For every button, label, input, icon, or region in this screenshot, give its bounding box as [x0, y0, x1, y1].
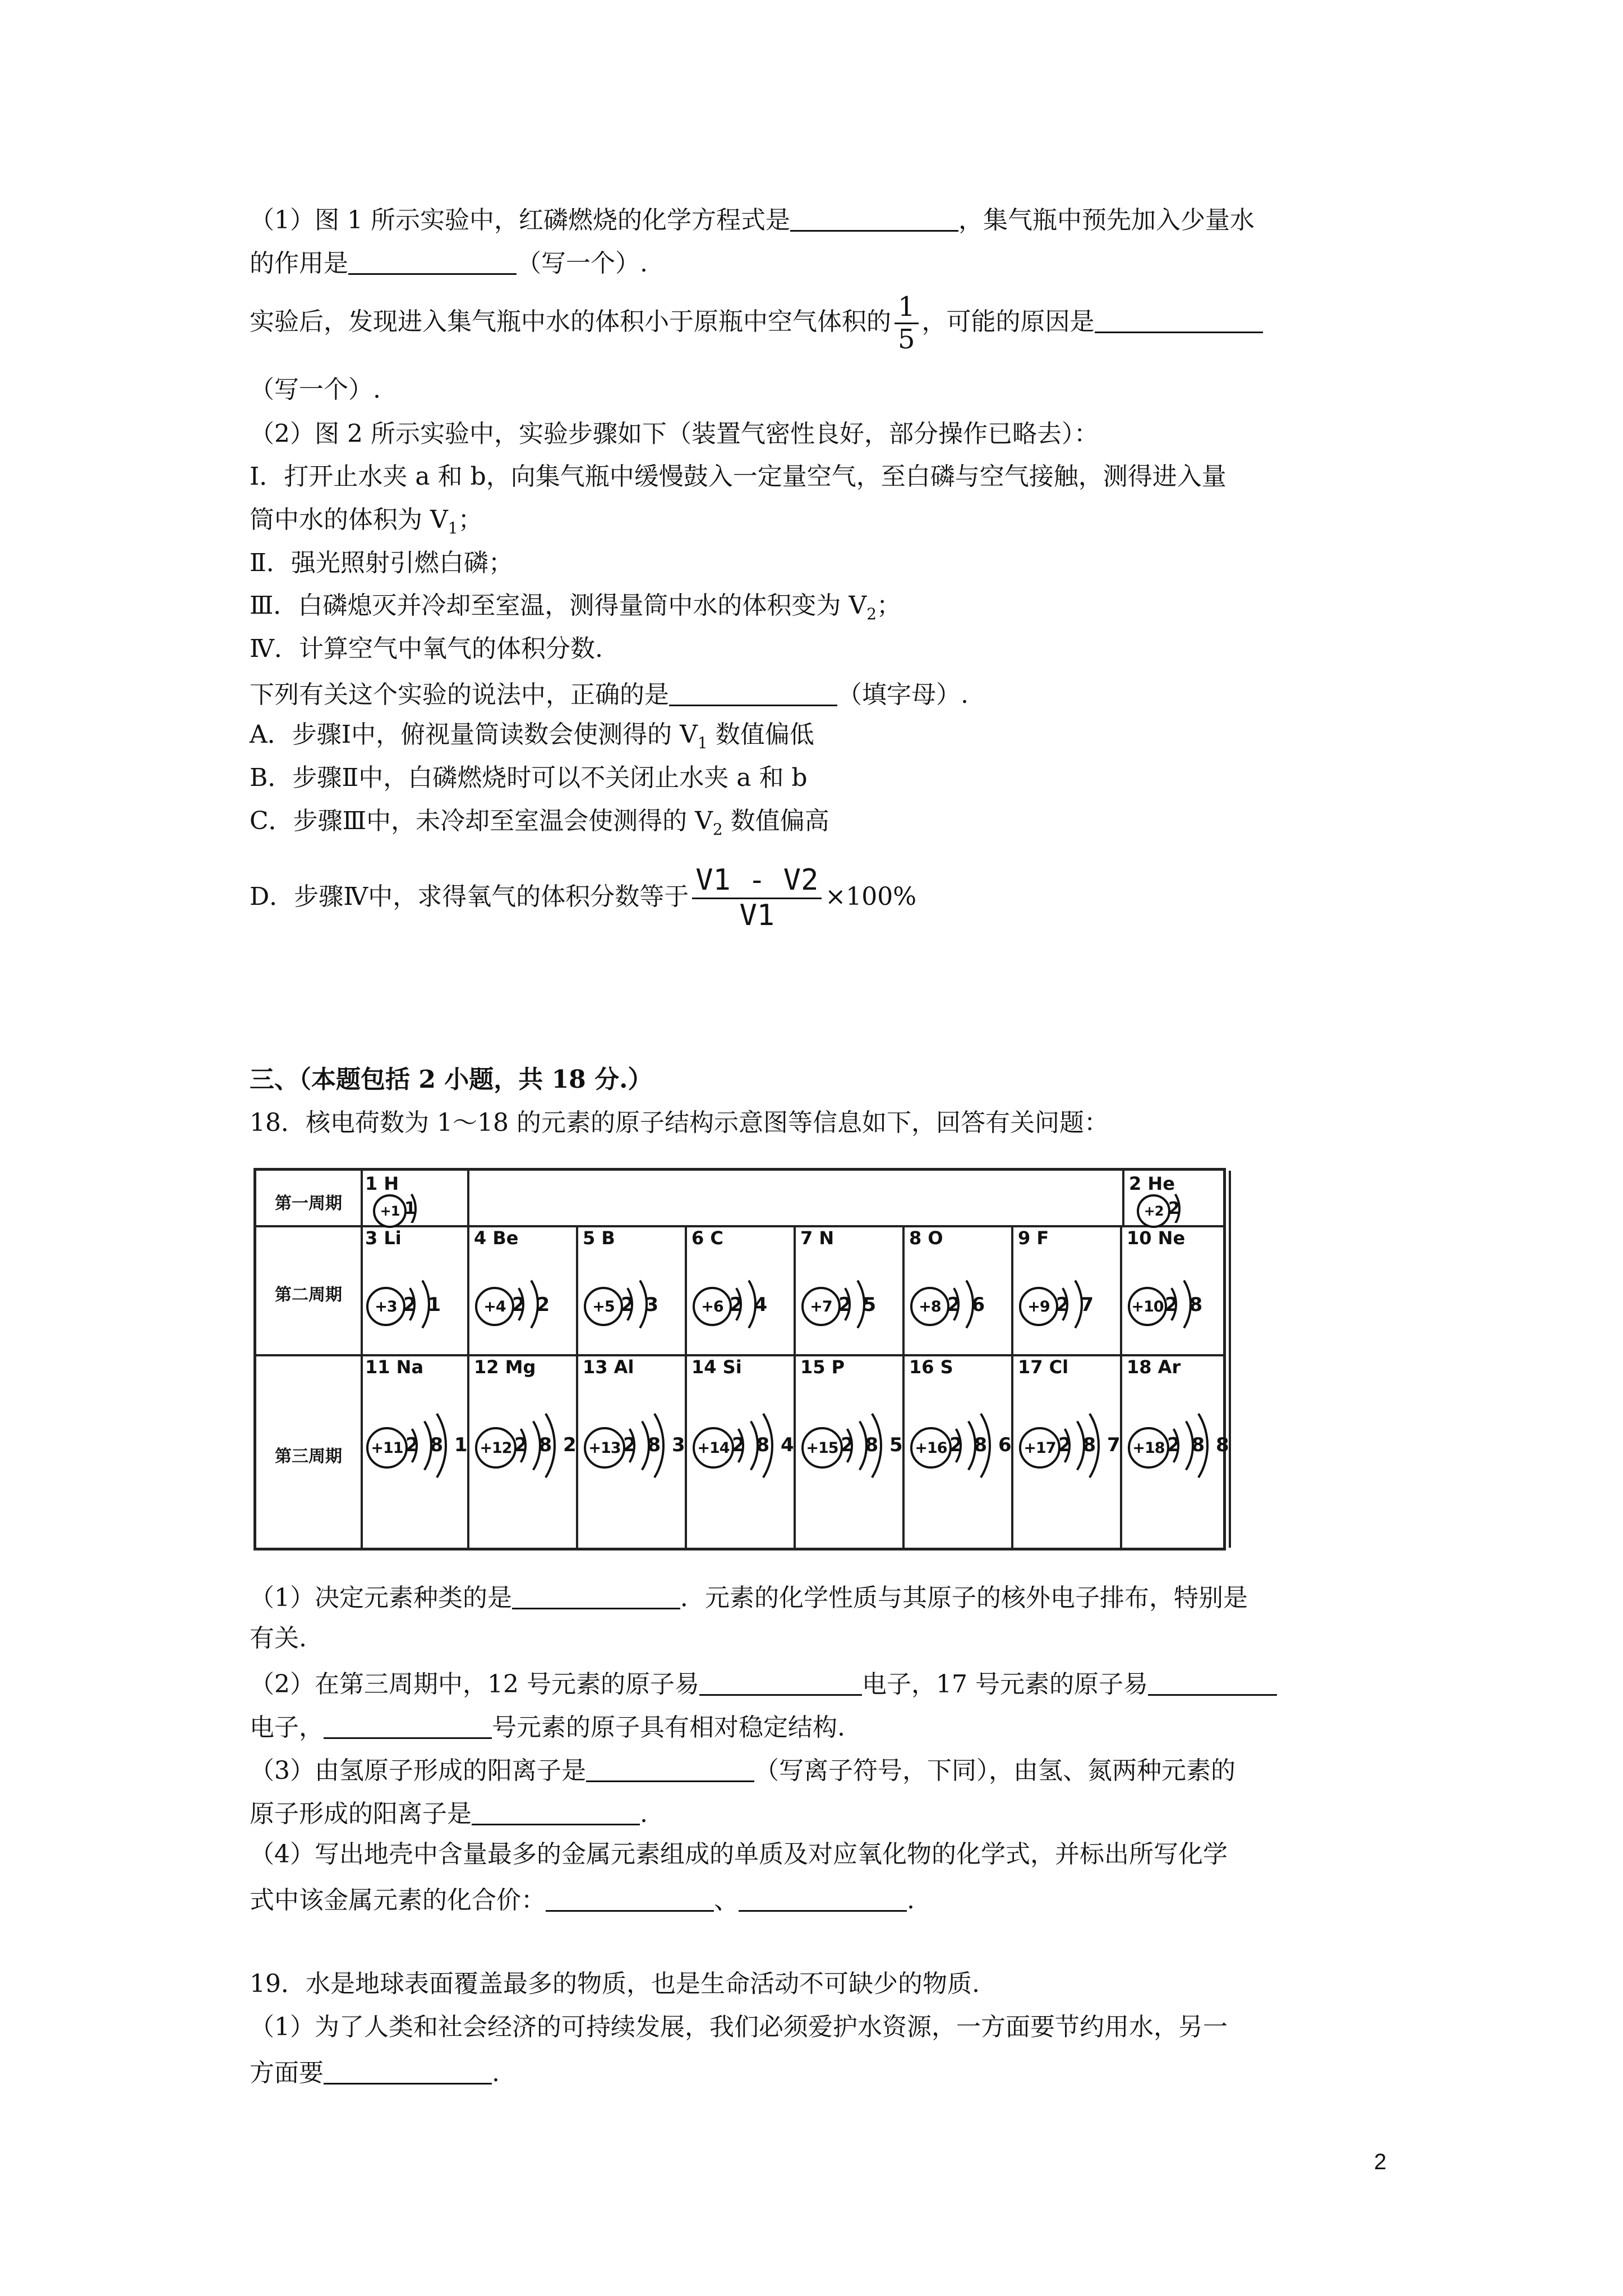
- nucleus: +9: [1019, 1287, 1058, 1326]
- period-label: 第一周期: [275, 1193, 342, 1213]
- q17-line2: 的作用是 （写一个）.: [250, 249, 648, 278]
- period-label: 第三周期: [275, 1446, 342, 1466]
- fraction-one-fifth: $\frac{1}{5}$: [895, 292, 919, 355]
- q17-option-b: B．步骤Ⅱ中，白磷燃烧时可以不关闭止水夹 a 和 b: [250, 763, 808, 792]
- periodic-table: [253, 1168, 1232, 1550]
- electron-counts: 2 8: [1165, 1294, 1205, 1316]
- element-cell: [578, 1225, 687, 1354]
- element-cell: [905, 1354, 1013, 1548]
- nucleus: +12: [475, 1427, 517, 1469]
- nucleus: +2: [1137, 1194, 1170, 1228]
- answer-blank[interactable]: [739, 1885, 907, 1912]
- element-label: 6 C: [691, 1227, 723, 1249]
- element-cell: [796, 1225, 905, 1354]
- answer-blank[interactable]: [586, 1756, 754, 1782]
- element-label: 3 Li: [365, 1227, 402, 1249]
- element-label: 5 B: [583, 1227, 615, 1249]
- element-label: 15 P: [800, 1356, 845, 1378]
- element-label: 7 N: [800, 1227, 834, 1249]
- element-cell: [361, 1171, 469, 1225]
- element-label: 13 Al: [583, 1356, 634, 1378]
- nucleus: +3: [366, 1287, 405, 1326]
- element-label: 12 Mg: [474, 1356, 536, 1378]
- element-cell: [1122, 1171, 1231, 1225]
- element-label: 18 Ar: [1127, 1356, 1181, 1378]
- q17-option-d: D．步骤Ⅳ中，求得氧气的体积分数等于 $\frac{V1 - V2}{V1}$ ×100%: [250, 863, 917, 932]
- q17-step4: Ⅳ．计算空气中氧气的体积分数.: [250, 634, 603, 663]
- q17-line1: （1）图 1 所示实验中，红磷燃烧的化学方程式是 ，集气瓶中预先加入少量水: [250, 206, 1255, 234]
- electron-shell-arcs: [801, 1374, 899, 1545]
- nucleus: +17: [1019, 1427, 1061, 1469]
- q18-a3: （3）由氢原子形成的阳离子是 （写离子符号，下同），由氢、氮两种元素的: [250, 1756, 1235, 1785]
- q17-step1: Ⅰ．打开止水夹 a 和 b，向集气瓶中缓慢鼓入一定量空气，至白磷与空气接触，测得进入量: [250, 462, 1227, 491]
- nucleus: +16: [910, 1427, 952, 1469]
- nucleus: +11: [366, 1427, 408, 1469]
- element-cell: [796, 1354, 905, 1548]
- q18-intro: 18．核电荷数为 1～18 的元素的原子结构示意图等信息如下，回答有关问题：: [250, 1108, 1109, 1137]
- electron-counts: 2 2: [512, 1294, 552, 1316]
- element-cell: [1013, 1354, 1122, 1548]
- element-cell: [687, 1354, 796, 1548]
- answer-blank[interactable]: [790, 205, 958, 232]
- q17-step1-cont: 筒中水的体积为 $V_1$；: [250, 505, 483, 537]
- q17-part2-intro: （2）图 2 所示实验中，实验步骤如下（装置气密性良好，部分操作已略去）：: [250, 420, 1099, 448]
- element-label: 8 O: [909, 1227, 943, 1249]
- oxygen-fraction-formula: $\frac{V1 - V2}{V1}$: [692, 864, 822, 933]
- q19-a1: （1）为了人类和社会经济的可持续发展，我们必须爱护水资源，一方面要节约用水，另一: [250, 2013, 1228, 2041]
- answer-blank[interactable]: [512, 1583, 680, 1609]
- period-label: 第二周期: [275, 1285, 342, 1305]
- electron-counts: 2 3: [621, 1294, 661, 1316]
- answer-blank[interactable]: [669, 680, 837, 706]
- nucleus: +8: [910, 1287, 949, 1326]
- answer-blank[interactable]: [699, 1669, 862, 1696]
- electron-counts: 2 8 8: [1167, 1434, 1232, 1456]
- answer-blank[interactable]: [472, 1799, 640, 1825]
- q18-a1: （1）决定元素种类的是 ．元素的化学性质与其原子的核外电子排布，特别是: [250, 1584, 1248, 1612]
- element-label: 16 S: [909, 1356, 953, 1378]
- element-cell: [361, 1354, 469, 1548]
- q17-option-a: A．步骤Ⅰ中，俯视量筒读数会使测得的 $V_1$ 数值偏低: [250, 720, 814, 752]
- q17-option-c: C．步骤Ⅲ中，未冷却至室温会使测得的 $V_2$ 数值偏高: [250, 807, 829, 839]
- q19-a1-cont: 方面要 .: [250, 2059, 500, 2087]
- element-label: 9 F: [1018, 1227, 1049, 1249]
- electron-counts: 2 8 5: [841, 1434, 905, 1456]
- electron-counts: 2 8 1: [405, 1434, 470, 1456]
- electron-counts: 2 8 6: [949, 1434, 1014, 1456]
- element-label: 14 Si: [691, 1356, 742, 1378]
- q18-a3-cont: 原子形成的阳离子是 .: [250, 1800, 648, 1828]
- element-cell: [687, 1225, 796, 1354]
- electron-counts: 2 7: [1056, 1294, 1096, 1316]
- element-label: 4 Be: [474, 1227, 519, 1249]
- element-cell: [1013, 1225, 1122, 1354]
- element-label: 17 Cl: [1018, 1356, 1069, 1378]
- nucleus: +7: [801, 1287, 841, 1326]
- answer-blank[interactable]: [324, 1713, 492, 1739]
- q17-step3: Ⅲ．白磷熄灭并冷却至室温，测得量筒中水的体积变为 $V_2$；: [250, 591, 902, 623]
- electron-shell-arcs: [693, 1374, 790, 1545]
- electron-shell-arcs: [1128, 1374, 1225, 1545]
- element-cell: [905, 1225, 1013, 1354]
- q19-intro: 19．水是地球表面覆盖最多的物质，也是生命活动不可缺少的物质.: [250, 1970, 980, 1998]
- q17-step2: Ⅱ．强光照射引燃白磷；: [250, 549, 513, 577]
- nucleus: +5: [584, 1287, 623, 1326]
- electron-counts: 2 8 2: [514, 1434, 579, 1456]
- q18-a1-cont: 有关.: [250, 1624, 307, 1653]
- q18-a2-cont: 电子， 号元素的原子具有相对稳定结构.: [250, 1713, 845, 1742]
- element-cell: [578, 1354, 687, 1548]
- q17-line3: 实验后，发现进入集气瓶中水的体积小于原瓶中空气体积的 $\frac{1}{5}$ ，可能的原因是: [250, 292, 1263, 355]
- electron-shell-arcs: [1019, 1374, 1117, 1545]
- answer-blank[interactable]: [324, 2058, 492, 2085]
- element-label: 11 Na: [365, 1356, 424, 1378]
- electron-counts: 2 8 4: [732, 1434, 796, 1456]
- electron-counts: 2 6: [947, 1294, 988, 1316]
- q18-a4: （4）写出地壳中含量最多的金属元素组成的单质及对应氧化物的化学式，并标出所写化学: [250, 1840, 1228, 1869]
- element-label: 10 Ne: [1127, 1227, 1186, 1249]
- electron-counts: 1: [404, 1199, 418, 1218]
- q17-line4: （写一个）.: [250, 375, 381, 404]
- section-3-title: 三、（本题包括 2 小题，共 18 分.）: [250, 1065, 653, 1094]
- nucleus: +18: [1128, 1427, 1169, 1469]
- electron-counts: 2 8 3: [623, 1434, 688, 1456]
- answer-blank[interactable]: [348, 249, 517, 275]
- page-number: 2: [1374, 2150, 1387, 2174]
- q18-a2: （2）在第三周期中，12 号元素的原子易 电子，17 号元素的原子易: [250, 1669, 1277, 1697]
- answer-blank[interactable]: [546, 1885, 714, 1912]
- nucleus: +1: [373, 1194, 407, 1228]
- nucleus: +4: [475, 1287, 514, 1326]
- answer-blank[interactable]: [1148, 1669, 1277, 1696]
- q17-ask: 下列有关这个实验的说法中，正确的是 （填字母）.: [250, 680, 969, 709]
- nucleus: +13: [584, 1427, 625, 1469]
- element-cell: [361, 1225, 469, 1354]
- q18-a4-cont: 式中该金属元素的化合价： 、 .: [250, 1886, 915, 1915]
- electron-shell-arcs: [475, 1374, 573, 1545]
- element-cell: [1122, 1225, 1231, 1354]
- electron-counts: 2: [1168, 1199, 1182, 1218]
- electron-shell-arcs: [584, 1374, 681, 1545]
- electron-shell-arcs: [910, 1374, 1008, 1545]
- electron-counts: 2 1: [403, 1294, 444, 1316]
- nucleus: +10: [1128, 1287, 1167, 1326]
- electron-shell-arcs: [366, 1374, 464, 1545]
- element-cell: [469, 1225, 578, 1354]
- element-label: 1 H: [365, 1173, 399, 1194]
- electron-counts: 2 4: [730, 1294, 770, 1316]
- electron-counts: 2 5: [838, 1294, 879, 1316]
- nucleus: +6: [693, 1287, 732, 1326]
- nucleus: +14: [693, 1427, 734, 1469]
- element-label: 2 He: [1129, 1173, 1175, 1194]
- electron-counts: 2 8 7: [1058, 1434, 1123, 1456]
- answer-blank[interactable]: [1095, 307, 1263, 333]
- nucleus: +15: [801, 1427, 843, 1469]
- element-cell: [1122, 1354, 1231, 1548]
- element-cell: [469, 1354, 578, 1548]
